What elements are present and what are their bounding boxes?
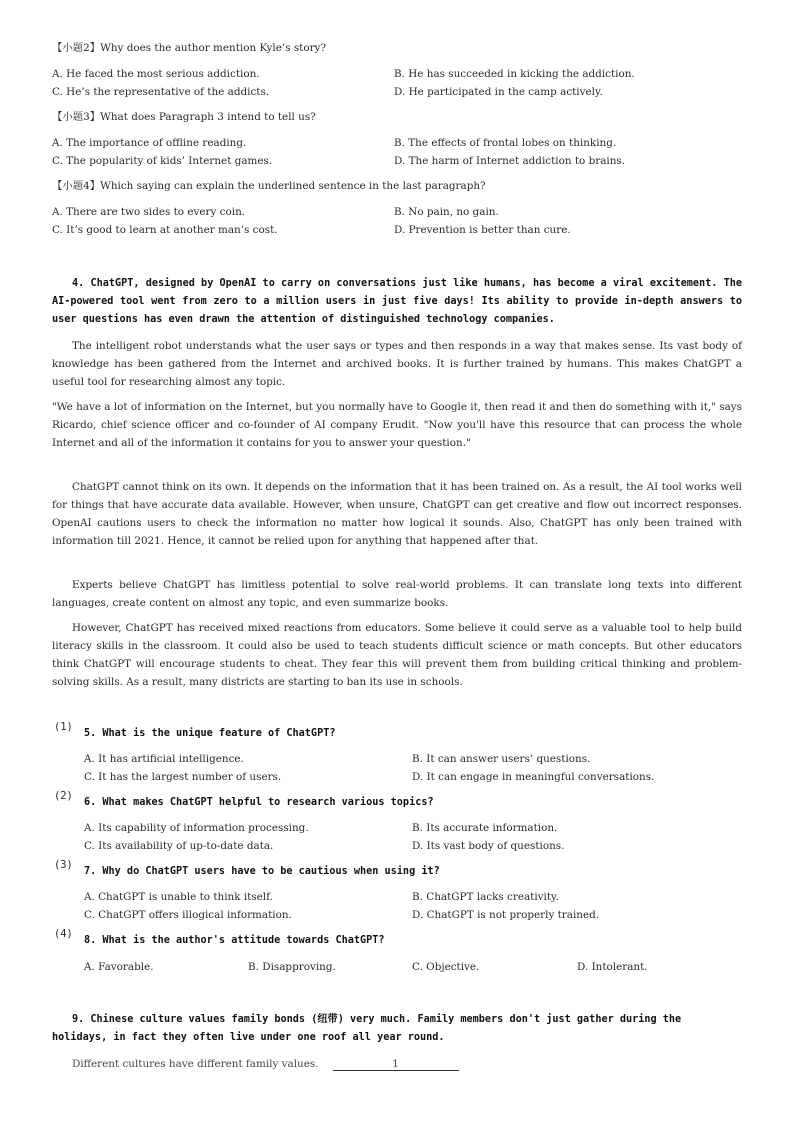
sub-question-3-stem: 7. Why do ChatGPT users have to be cautious when using it?	[84, 866, 440, 877]
passage-paragraph-5: However, ChatGPT has received mixed reactions from educators. Some believe it could serve as a valuable tool to help build literacy skills in the classroom. It could also be used to teach students difficult science or math concepts. But other educators think ChatGPT will encourage students to cheat. They fear this will prevent them from building critical thinking and problem-solving skills. As a result, many districts are starting to ban its use in schools.	[52, 622, 742, 688]
question-2-stem: 【小题2】Why does the author mention Kyle’s story?	[52, 42, 327, 54]
question-2-option-c: C. He’s the representative of the addicts.	[52, 86, 270, 98]
sub-question-4-option-d: D. Intolerant.	[577, 961, 648, 973]
passage-paragraph-2: "We have a lot of information on the Internet, but you normally have to Google it, then read it and then do something with it," says Ricardo, chief science officer and co-founder of AI company Erudit. "Now you'll have this resource that can process the whole Internet and all of the information it contains for you to answer your question."	[52, 401, 742, 449]
question-4-option-c: C. It’s good to learn at another man’s cost.	[52, 224, 278, 236]
question-2-option-b: B. He has succeeded in kicking the addiction.	[394, 68, 635, 80]
sub-question-4-stem: 8. What is the author's attitude towards ChatGPT?	[84, 935, 385, 946]
sub-question-4-option-b: B. Disapproving.	[248, 961, 336, 973]
sub-question-4-option-c: C. Objective.	[412, 961, 480, 973]
sub-question-1-option-a: A. It has artificial intelligence.	[84, 753, 244, 765]
sub-question-2-stem: 6. What makes ChatGPT helpful to research various topics?	[84, 797, 434, 808]
sub-question-3-option-a: A. ChatGPT is unable to think itself.	[84, 891, 273, 903]
answer-blank-1[interactable]: 1	[333, 1058, 459, 1071]
question-3-stem: 【小题3】What does Paragraph 3 intend to tell us?	[52, 111, 316, 123]
sub-question-1-option-b: B. It can answer users’ questions.	[412, 753, 591, 765]
sub-question-2-option-c: C. Its availability of up-to-date data.	[84, 840, 274, 852]
passage-paragraph-3: ChatGPT cannot think on its own. It depends on the information that it has been trained on. As a result, the AI tool works well for things that have accurate data available. However, when unsure, ChatGPT can get creative and flow out incorrect responses. OpenAI cautions users to check the information no matter how logical it sounds. Also, ChatGPT has only been trained with information till 2021. Hence, it cannot be relied upon for anything that happened after that.	[52, 481, 742, 547]
question-4-stem: 【小题4】Which saying can explain the underlined sentence in the last paragraph?	[52, 180, 486, 192]
sub-question-3-number: (3)	[54, 859, 73, 871]
question-4-option-d: D. Prevention is better than cure.	[394, 224, 571, 236]
sub-question-1-stem: 5. What is the unique feature of ChatGPT?	[84, 728, 336, 739]
sub-question-2-option-b: B. Its accurate information.	[412, 822, 558, 834]
sub-question-1-number: (1)	[54, 721, 73, 733]
question-4-option-a: A. There are two sides to every coin.	[52, 206, 246, 218]
question-3-option-d: D. The harm of Internet addiction to brains.	[394, 155, 626, 167]
passage-paragraph-1: The intelligent robot understands what the user says or types and then responds in a way that makes sense. Its vast body of knowledge has been gathered from the Internet and archived books. It is further trained by humans. This makes ChatGPT a useful tool for researching almost any topic.	[52, 340, 742, 388]
question-3-option-a: A. The importance of offline reading.	[52, 137, 247, 149]
question-3-option-b: B. The effects of frontal lobes on thinking.	[394, 137, 617, 149]
question-4-option-b: B. No pain, no gain.	[394, 206, 499, 218]
question-9-intro: 9. Chinese culture values family bonds (纽带) very much. Family members don't just gather during the holidays, in fact they often live under one roof all year round.	[52, 1014, 682, 1043]
question-9-sentence: Different cultures have different family values.	[72, 1058, 319, 1070]
sub-question-1-option-c: C. It has the largest number of users.	[84, 771, 282, 783]
question-2-option-a: A. He faced the most serious addiction.	[52, 68, 260, 80]
sub-question-4-number: (4)	[54, 928, 73, 940]
sub-question-1-option-d: D. It can engage in meaningful conversations.	[412, 771, 655, 783]
question-3-option-c: C. The popularity of kids’ Internet games.	[52, 155, 273, 167]
sub-question-2-number: (2)	[54, 790, 73, 802]
sub-question-3-option-d: D. ChatGPT is not properly trained.	[412, 909, 600, 921]
question-2-option-d: D. He participated in the camp actively.	[394, 86, 603, 98]
sub-question-2-option-a: A. Its capability of information processing.	[84, 822, 309, 834]
passage-paragraph-4: Experts believe ChatGPT has limitless potential to solve real-world problems. It can translate long texts into different languages, create content on almost any topic, and even summarize books.	[52, 579, 742, 609]
sub-question-2-option-d: D. Its vast body of questions.	[412, 840, 565, 852]
sub-question-3-option-c: C. ChatGPT offers illogical information.	[84, 909, 292, 921]
sub-question-4-option-a: A. Favorable.	[84, 961, 154, 973]
sub-question-3-option-b: B. ChatGPT lacks creativity.	[412, 891, 559, 903]
passage-intro: 4. ChatGPT, designed by OpenAI to carry on conversations just like humans, has become a viral excitement. The AI-powered tool went from zero to a million users in just five days! Its ability to provide in-depth answers to user questions has even drawn the attention of distinguished technology companies.	[52, 278, 742, 325]
question-9-line	[72, 1057, 459, 1071]
